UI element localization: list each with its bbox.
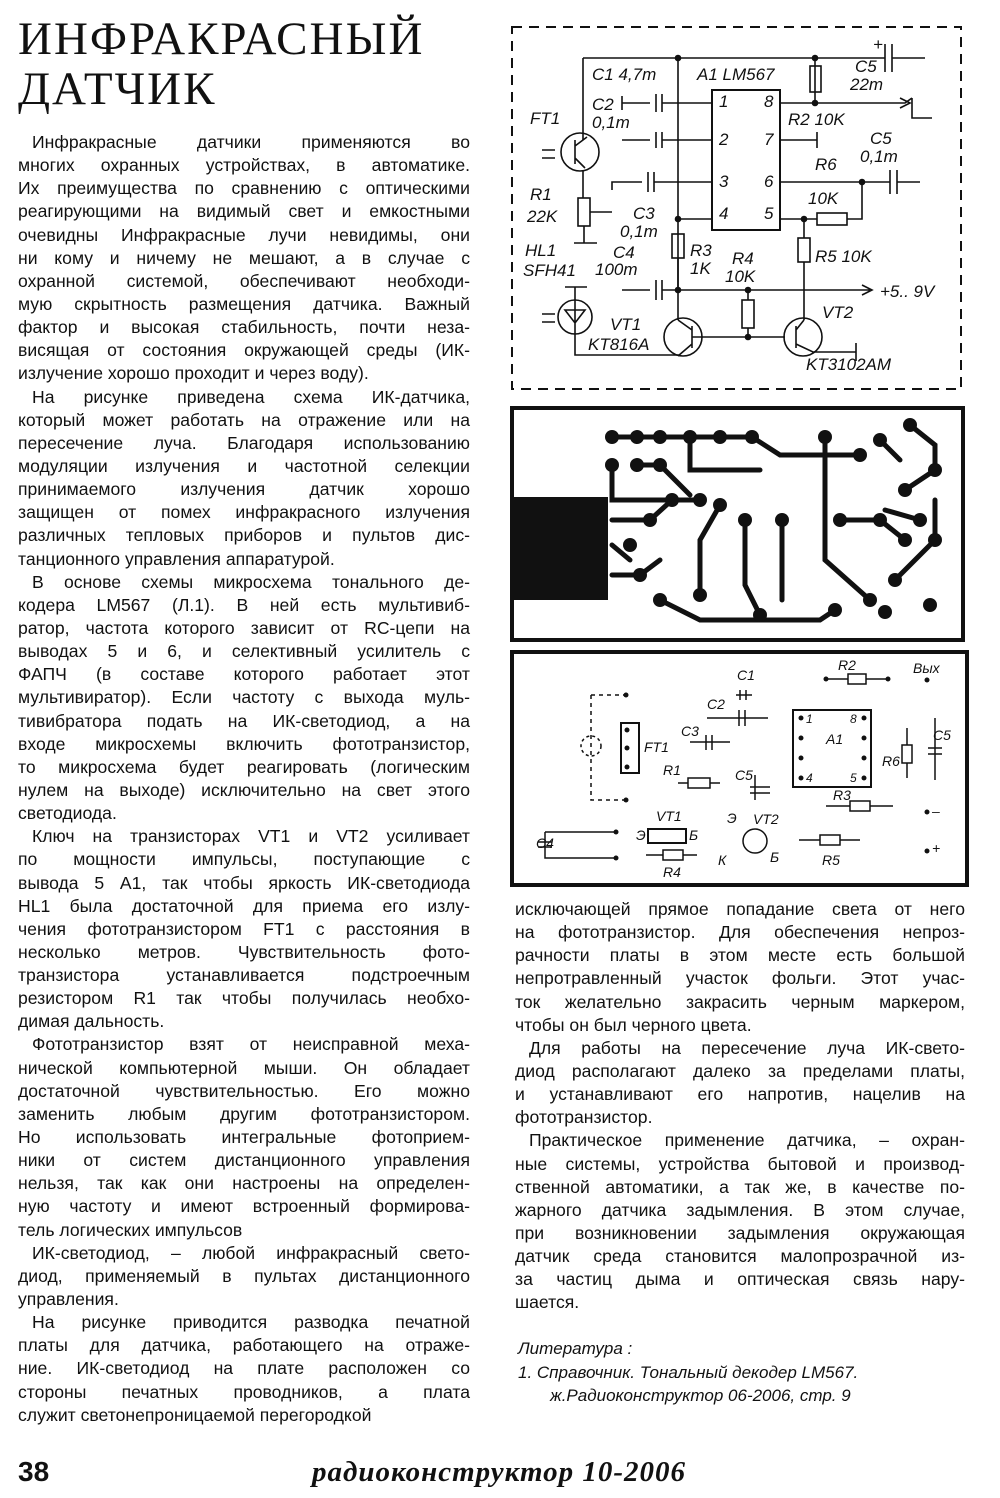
layout-label-minus: –: [932, 803, 940, 819]
text-line: резистором R1 так чтобы получилась необхо-: [18, 988, 470, 1009]
layout-label-base: Б: [770, 849, 780, 865]
layout-label-emitter: Э: [727, 810, 737, 826]
pin-label: 2: [719, 130, 729, 149]
layout-label-vt1: VT1: [656, 808, 682, 824]
layout-label-r1: R1: [663, 762, 681, 778]
text-line: В основе схемы микросхема тонального де-: [32, 571, 470, 592]
layout-label-r4: R4: [663, 864, 681, 880]
text-line: ники от систем дистанционного управления: [18, 1150, 470, 1171]
text-line: который может работать на отражение или на: [18, 409, 470, 430]
layout-label-c2: C2: [707, 696, 725, 712]
label-plus: +: [873, 35, 883, 54]
text-line: и устанавливают его напротив, нацелив на: [515, 1084, 965, 1105]
text-line: Инфракрасные датчики применяются во: [32, 132, 470, 152]
text-line: ственной автоматики, а так же, в качестве по-: [515, 1176, 965, 1197]
pin-label: 5: [850, 771, 857, 785]
r1-potentiometer: [578, 198, 590, 226]
text-line: Фототранзистор взят от неисправной меха-: [32, 1034, 470, 1055]
text-line: тивибратора подать на ИК-светодиод, а на: [18, 710, 470, 731]
label-c5-value: 22m: [850, 75, 884, 94]
label-r4-value: 10K: [725, 267, 756, 286]
layout-label-c5-right: C5: [933, 727, 951, 743]
literature-heading: Литература :: [518, 1339, 633, 1358]
text-line: мультивиратор). Если частоту с выхода муль-: [18, 687, 470, 708]
text-line: фототранзистор.: [515, 1107, 653, 1128]
layout-label-emitter: Э: [636, 827, 646, 843]
paragraph: [18, 1033, 470, 1241]
text-line: излучение хорошо проходит и через воду).: [18, 363, 369, 384]
label-ft1: FT1: [530, 109, 561, 128]
text-line: нельзя, так как они настроены на определен-: [18, 1173, 470, 1194]
title-line-1: ИНФРАКРАСНЫЙ: [18, 13, 425, 65]
text-line: многих охранных устройствах, в автоматике.: [18, 155, 470, 176]
label-r6-value: 10K: [808, 189, 839, 208]
pin-label: 8: [764, 92, 774, 111]
text-line: нулем на выходе) исключительно на свет этого: [18, 779, 470, 800]
text-line: танционного управления аппаратурой.: [18, 548, 335, 569]
text-line: ную частоту и имеют встроенный формирова-: [18, 1196, 470, 1217]
paragraph: [515, 1129, 965, 1314]
label-r4: R4: [732, 249, 754, 268]
text-line: реагирующими на видимый свет и емкостными: [18, 201, 470, 222]
pin-label: 4: [806, 771, 813, 785]
text-line: фактор и высокая стабильность, почти неза-: [18, 317, 470, 338]
text-line: входе микросхемы включить фототранзистор,: [18, 733, 470, 754]
text-line: то микросхема будет реагировать (логическим: [18, 756, 470, 777]
title-line-2: ДАТЧИК: [18, 63, 217, 115]
label-vt1-value: KT816A: [588, 335, 650, 354]
layout-label-ft1: FT1: [644, 739, 669, 755]
label-c3: C3: [633, 204, 655, 223]
text-line: по мощности импульсы, поступающие с: [18, 849, 470, 870]
text-line: тель логических импульсов: [18, 1219, 243, 1240]
text-line: заменить любым другим фототранзистором.: [18, 1103, 470, 1124]
text-line: жарного датчика задымления. В этом случае,: [515, 1199, 965, 1220]
layout-label-base: Б: [689, 827, 699, 843]
text-line: ФАПЧ (в составе которого работает этот: [18, 664, 470, 685]
text-line: На рисунке приведена схема ИК-датчика,: [32, 386, 470, 407]
text-line: диод, применяемый в пультах дистанционного: [18, 1265, 470, 1286]
text-line: мую скрытность размещения датчика. Важный: [18, 293, 470, 314]
pin-label: 3: [719, 172, 729, 191]
text-line: непротравленный участок фольги. Этот учас-: [515, 968, 965, 989]
literature: [518, 1337, 858, 1408]
text-line: шается.: [515, 1292, 580, 1313]
text-line: на фототранзистор. Для обеспечения непроз-: [515, 922, 965, 943]
text-line: ратор, частота которого зависит от RC-цепи на: [18, 617, 470, 638]
layout-label-plus: +: [932, 840, 941, 856]
text-line: выводах 5 и 6, и селективный усилитель с: [18, 641, 470, 662]
text-line: охранной системой, обеспечивают необходи-: [18, 270, 470, 291]
label-c3-value: 0,1m: [620, 222, 658, 241]
layout-label-c4: C4: [536, 835, 554, 851]
text-line: ИК-светодиод, – любой инфракрасный свето-: [32, 1242, 470, 1263]
text-line: ные системы, устройства бытовой и производ-: [515, 1153, 965, 1174]
label-c1: C1 4,7m: [592, 65, 657, 84]
layout-label-c3: C3: [681, 723, 699, 739]
pin-label: 7: [764, 130, 774, 149]
text-line: достаточной чувствительностью. Его можно: [18, 1080, 470, 1101]
literature-item: ж.Радиоконструктор 06-2006, стр. 9: [550, 1386, 851, 1405]
text-line: очевидны Инфракрасные лучи невидимы, они: [18, 224, 470, 245]
text-line: платы для датчика, работающего на отраже-: [18, 1335, 470, 1356]
text-line: На рисунке приводится разводка печатной: [32, 1312, 470, 1333]
text-line: HL1 была достаточной для приема его излу-: [18, 895, 470, 916]
text-line: диод располагают далеко за пределами платы,: [515, 1060, 965, 1081]
pin-label: 1: [719, 92, 729, 111]
text-line: исключающей прямое попадание света от него: [515, 899, 965, 919]
text-line: Для работы на пересечение луча ИК-свето-: [529, 1037, 965, 1058]
label-r1: R1: [530, 185, 552, 204]
layout-label-c1: C1: [737, 667, 755, 683]
text-line: при возникновении задымления окружающая: [515, 1222, 965, 1243]
layout-label-r6: R6: [882, 753, 900, 769]
text-line: Их преимущества по сравнению с оптическими: [18, 178, 470, 199]
literature-item: 1. Справочник. Тональный декодер LM567.: [518, 1362, 859, 1382]
pin-label: 8: [850, 712, 857, 726]
layout-label-vt2: VT2: [753, 811, 779, 827]
pin-label: 5: [764, 204, 774, 223]
foil-area: [512, 497, 608, 600]
text-line: Но использовать интегральные фотоприем-: [18, 1127, 470, 1148]
page-number: 38: [18, 1456, 50, 1487]
pin-label: 6: [764, 172, 774, 191]
pin-label: 4: [719, 204, 729, 223]
label-c5: C5: [855, 57, 877, 76]
text-line: различных тепловых приборов и пультов дис-: [18, 525, 470, 546]
text-line: пересечение луча. Благодаря использованию: [18, 432, 470, 453]
layout-label-c5: C5: [735, 767, 753, 783]
layout-label-r2: R2: [838, 657, 856, 673]
label-hl1: HL1: [525, 241, 557, 260]
text-line: модуляции излучения и частотной селекции: [18, 455, 470, 476]
label-r1-value: 22K: [527, 207, 558, 226]
text-line: ток желательно закрасить черным маркером,: [515, 991, 965, 1012]
text-line: Ключ на транзисторах VT1 и VT2 усиливает: [32, 826, 470, 847]
paragraph: [18, 1242, 470, 1311]
label-c4: C4: [613, 243, 635, 262]
label-r2: R2 10K: [788, 110, 845, 129]
schematic-labels: [523, 35, 936, 374]
label-c5b-value: 0,1m: [860, 147, 898, 166]
label-r5: R5 10K: [815, 247, 872, 266]
layout-label-output: Вых: [913, 660, 940, 676]
label-a1: A1 LM567: [697, 65, 775, 84]
text-line: висящая от состояния окружающей среды (ИК-: [18, 340, 470, 361]
label-c5b: C5: [870, 129, 892, 148]
text-line: ни кому и ничему не мешают, а в случае с: [18, 247, 470, 268]
text-line: кодера LM567 (Л.1). В ней есть мультивиб-: [18, 594, 470, 615]
label-c2: C2: [592, 95, 614, 114]
label-hl1-value: SFH41: [523, 261, 576, 280]
text-line: за частиц дыма и оптическая связь нару-: [515, 1269, 965, 1290]
pin-label: 1: [806, 712, 813, 726]
ic-a1-footprint: [793, 710, 871, 787]
label-vt2-value: KT3102AM: [806, 355, 892, 374]
paragraph: [515, 898, 965, 1037]
right-text-column: [515, 898, 965, 1315]
label-c4-value: 100m: [595, 260, 638, 279]
label-vt2: VT2: [822, 303, 854, 322]
text-line: транзистора устанавливается подстроечным: [18, 965, 470, 986]
text-line: несколько метров. Чувствительность фото-: [18, 941, 470, 962]
text-line: вывода 5 А1, так чтобы яркость ИК-светодиода: [18, 872, 470, 893]
text-line: стороны печатных проводников, а плата: [18, 1381, 470, 1402]
text-line: управления.: [18, 1289, 119, 1310]
text-line: чения фототранзистором FT1 с расстояния в: [18, 918, 470, 939]
text-line: димая дальность.: [18, 1011, 165, 1032]
label-r6: R6: [815, 155, 837, 174]
label-c2-value: 0,1m: [592, 113, 630, 132]
layout-label-r3: R3: [833, 787, 851, 803]
label-supply: +5.. 9V: [880, 282, 935, 301]
text-line: ние. ИК-светодиод на плате расположен со: [18, 1358, 470, 1379]
text-line: принимаемого излучения датчик хорошо: [18, 479, 470, 500]
text-line: чтобы он был черного цвета.: [515, 1014, 752, 1035]
text-line: рачности платы в этом месте есть большой: [515, 945, 965, 966]
text-line: датчик среда становится малопрозрачной из-: [515, 1246, 965, 1267]
pcb-trace-layout: [512, 408, 963, 640]
text-line: служит светонепроницаемой перегородкой: [18, 1404, 372, 1425]
magazine-masthead: радиоконструктор 10-2006: [312, 1456, 687, 1488]
paragraph: [515, 1037, 965, 1130]
text-line: нической компьютерной мыши. Он обладает: [18, 1057, 470, 1078]
label-r3: R3: [690, 241, 712, 260]
text-line: светодиода.: [18, 803, 117, 824]
text-line: Практическое применение датчика, – охран-: [529, 1130, 965, 1151]
label-vt1: VT1: [610, 315, 642, 334]
layout-label-a1: A1: [826, 731, 844, 747]
text-line: защищен от помех инфракрасного излучения: [18, 502, 470, 523]
layout-label-r5: R5: [822, 852, 840, 868]
label-r3-value: 1K: [690, 259, 711, 278]
layout-label-collector: К: [718, 852, 727, 868]
paragraph: [18, 1311, 470, 1427]
